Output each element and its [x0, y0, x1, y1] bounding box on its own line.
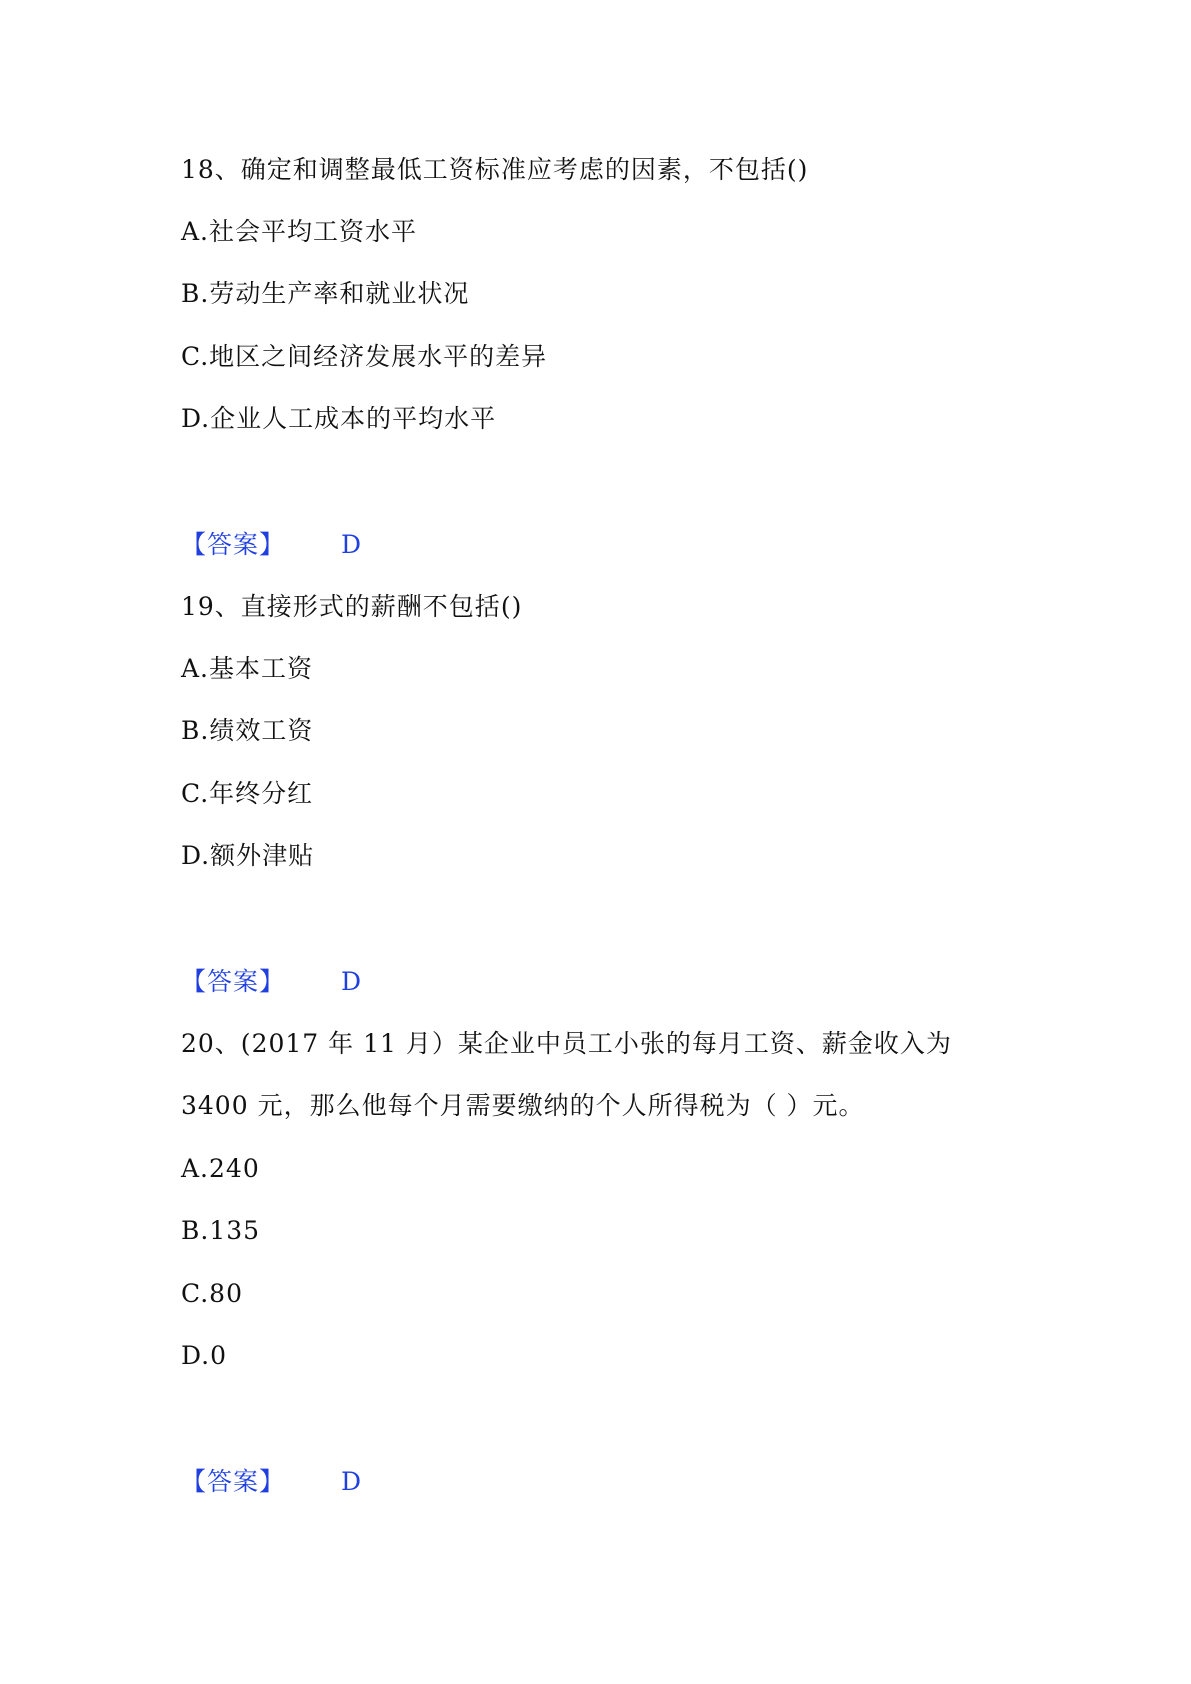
question-18-option-c: C.地区之间经济发展水平的差异 [181, 342, 548, 371]
question-20-stem-line-2: 3400 元，那么他每个月需要缴纳的个人所得税为（ ）元。 [181, 1091, 865, 1120]
question-18-option-d: D.企业人工成本的平均水平 [181, 404, 497, 433]
question-19-option-a: A.基本工资 [181, 654, 314, 683]
question-18-option-a: A.社会平均工资水平 [181, 217, 418, 246]
question-19-option-c: C.年终分红 [181, 779, 314, 808]
question-19-answer [181, 965, 361, 999]
answer-label: 【答案】 [181, 1467, 286, 1496]
question-19-stem: 19、直接形式的薪酬不包括() [181, 592, 523, 621]
question-19-option-b: B.绩效工资 [181, 716, 314, 745]
answer-value: D [341, 967, 362, 996]
question-20-answer [181, 1465, 361, 1499]
question-20-option-b: B.135 [181, 1216, 261, 1245]
question-19-option-d: D.额外津贴 [181, 841, 315, 870]
question-18-stem: 18、确定和调整最低工资标准应考虑的因素，不包括() [181, 155, 809, 184]
answer-label: 【答案】 [181, 967, 286, 996]
question-18-option-b: B.劳动生产率和就业状况 [181, 279, 470, 308]
answer-value: D [341, 1467, 362, 1496]
question-20-option-d: D.0 [181, 1341, 228, 1370]
answer-value: D [341, 530, 362, 559]
question-20-option-a: A.240 [181, 1154, 260, 1183]
question-20-option-c: C.80 [181, 1279, 243, 1308]
answer-label: 【答案】 [181, 530, 286, 559]
question-18-answer [181, 528, 361, 562]
question-20-stem-line-1: 20、(2017 年 11 月）某企业中员工小张的每月工资、薪金收入为 [181, 1029, 952, 1058]
